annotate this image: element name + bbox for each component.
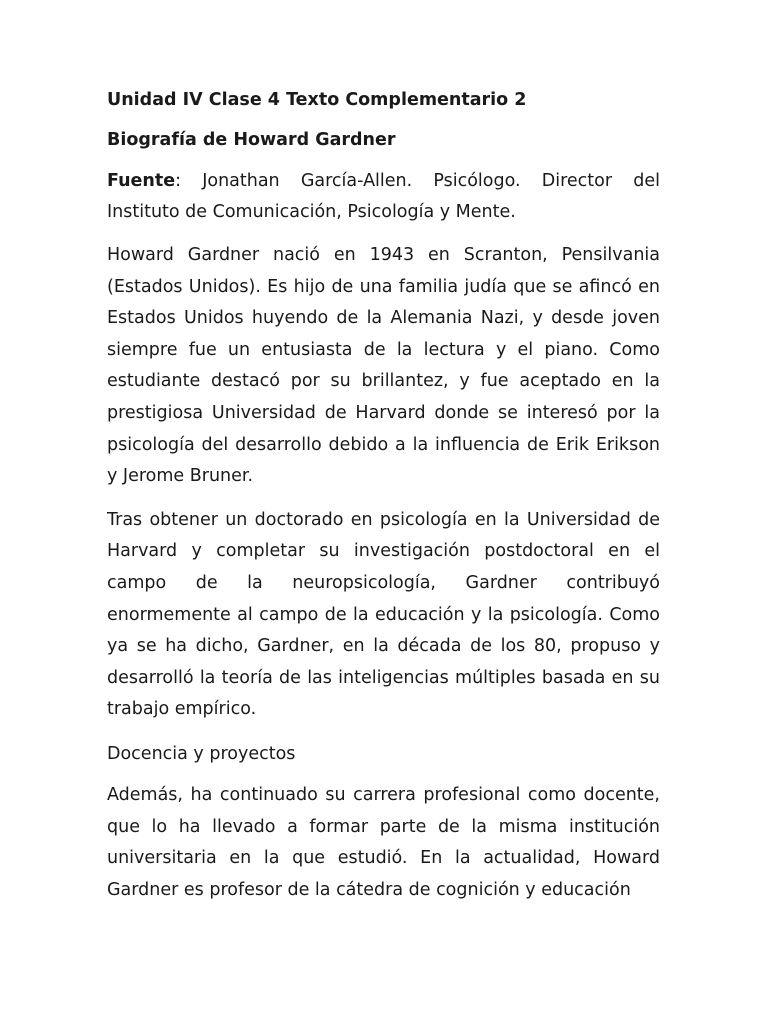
document-title: Unidad IV Clase 4 Texto Complementario 2 bbox=[107, 90, 527, 110]
document-subtitle: Biografía de Howard Gardner bbox=[107, 130, 396, 150]
source-label: Fuente bbox=[107, 171, 176, 191]
paragraph-teaching: Además, ha continuado su carrera profesional como docente, que lo ha llevado a formar parte de la misma institución universitaria en la que estudió. En la actualidad, Howard Gardner es profesor de la cátedra de cognición y educación bbox=[107, 784, 660, 900]
section-heading: Docencia y proyectos bbox=[107, 743, 296, 764]
paragraph-career: Tras obtener un doctorado en psicología en la Universidad de Harvard y completar su investigación postdoctoral en el campo de la neuropsicología, Gardner contribuyó enormemente al campo de la educación y la psicología. Como ya se ha dicho, Gardner, en la década de los 80, propuso y desarrolló la teoría de las inteligencias múltiples basada en su trabajo empírico. bbox=[107, 509, 660, 720]
source-text: : Jonathan García-Allen. Psicólogo. Director del Instituto de Comunicación, Psicología y Mente. bbox=[107, 171, 660, 222]
source-paragraph bbox=[107, 166, 660, 228]
paragraph-biography: Howard Gardner nació en 1943 en Scranton, Pensilvania (Estados Unidos). Es hijo de una familia judía que se afincó en Estados Unidos huyendo de la Alemania Nazi, y desde joven siempre fue un entusiasta de la lectura y el piano. Como estudiante destacó por su brillantez, y fue aceptado en la prestigiosa Universidad de Harvard donde se interesó por la psicología del desarrollo debido a la influencia de Erik Erikson y Jerome Bruner. bbox=[107, 245, 660, 487]
document-page bbox=[107, 84, 660, 918]
